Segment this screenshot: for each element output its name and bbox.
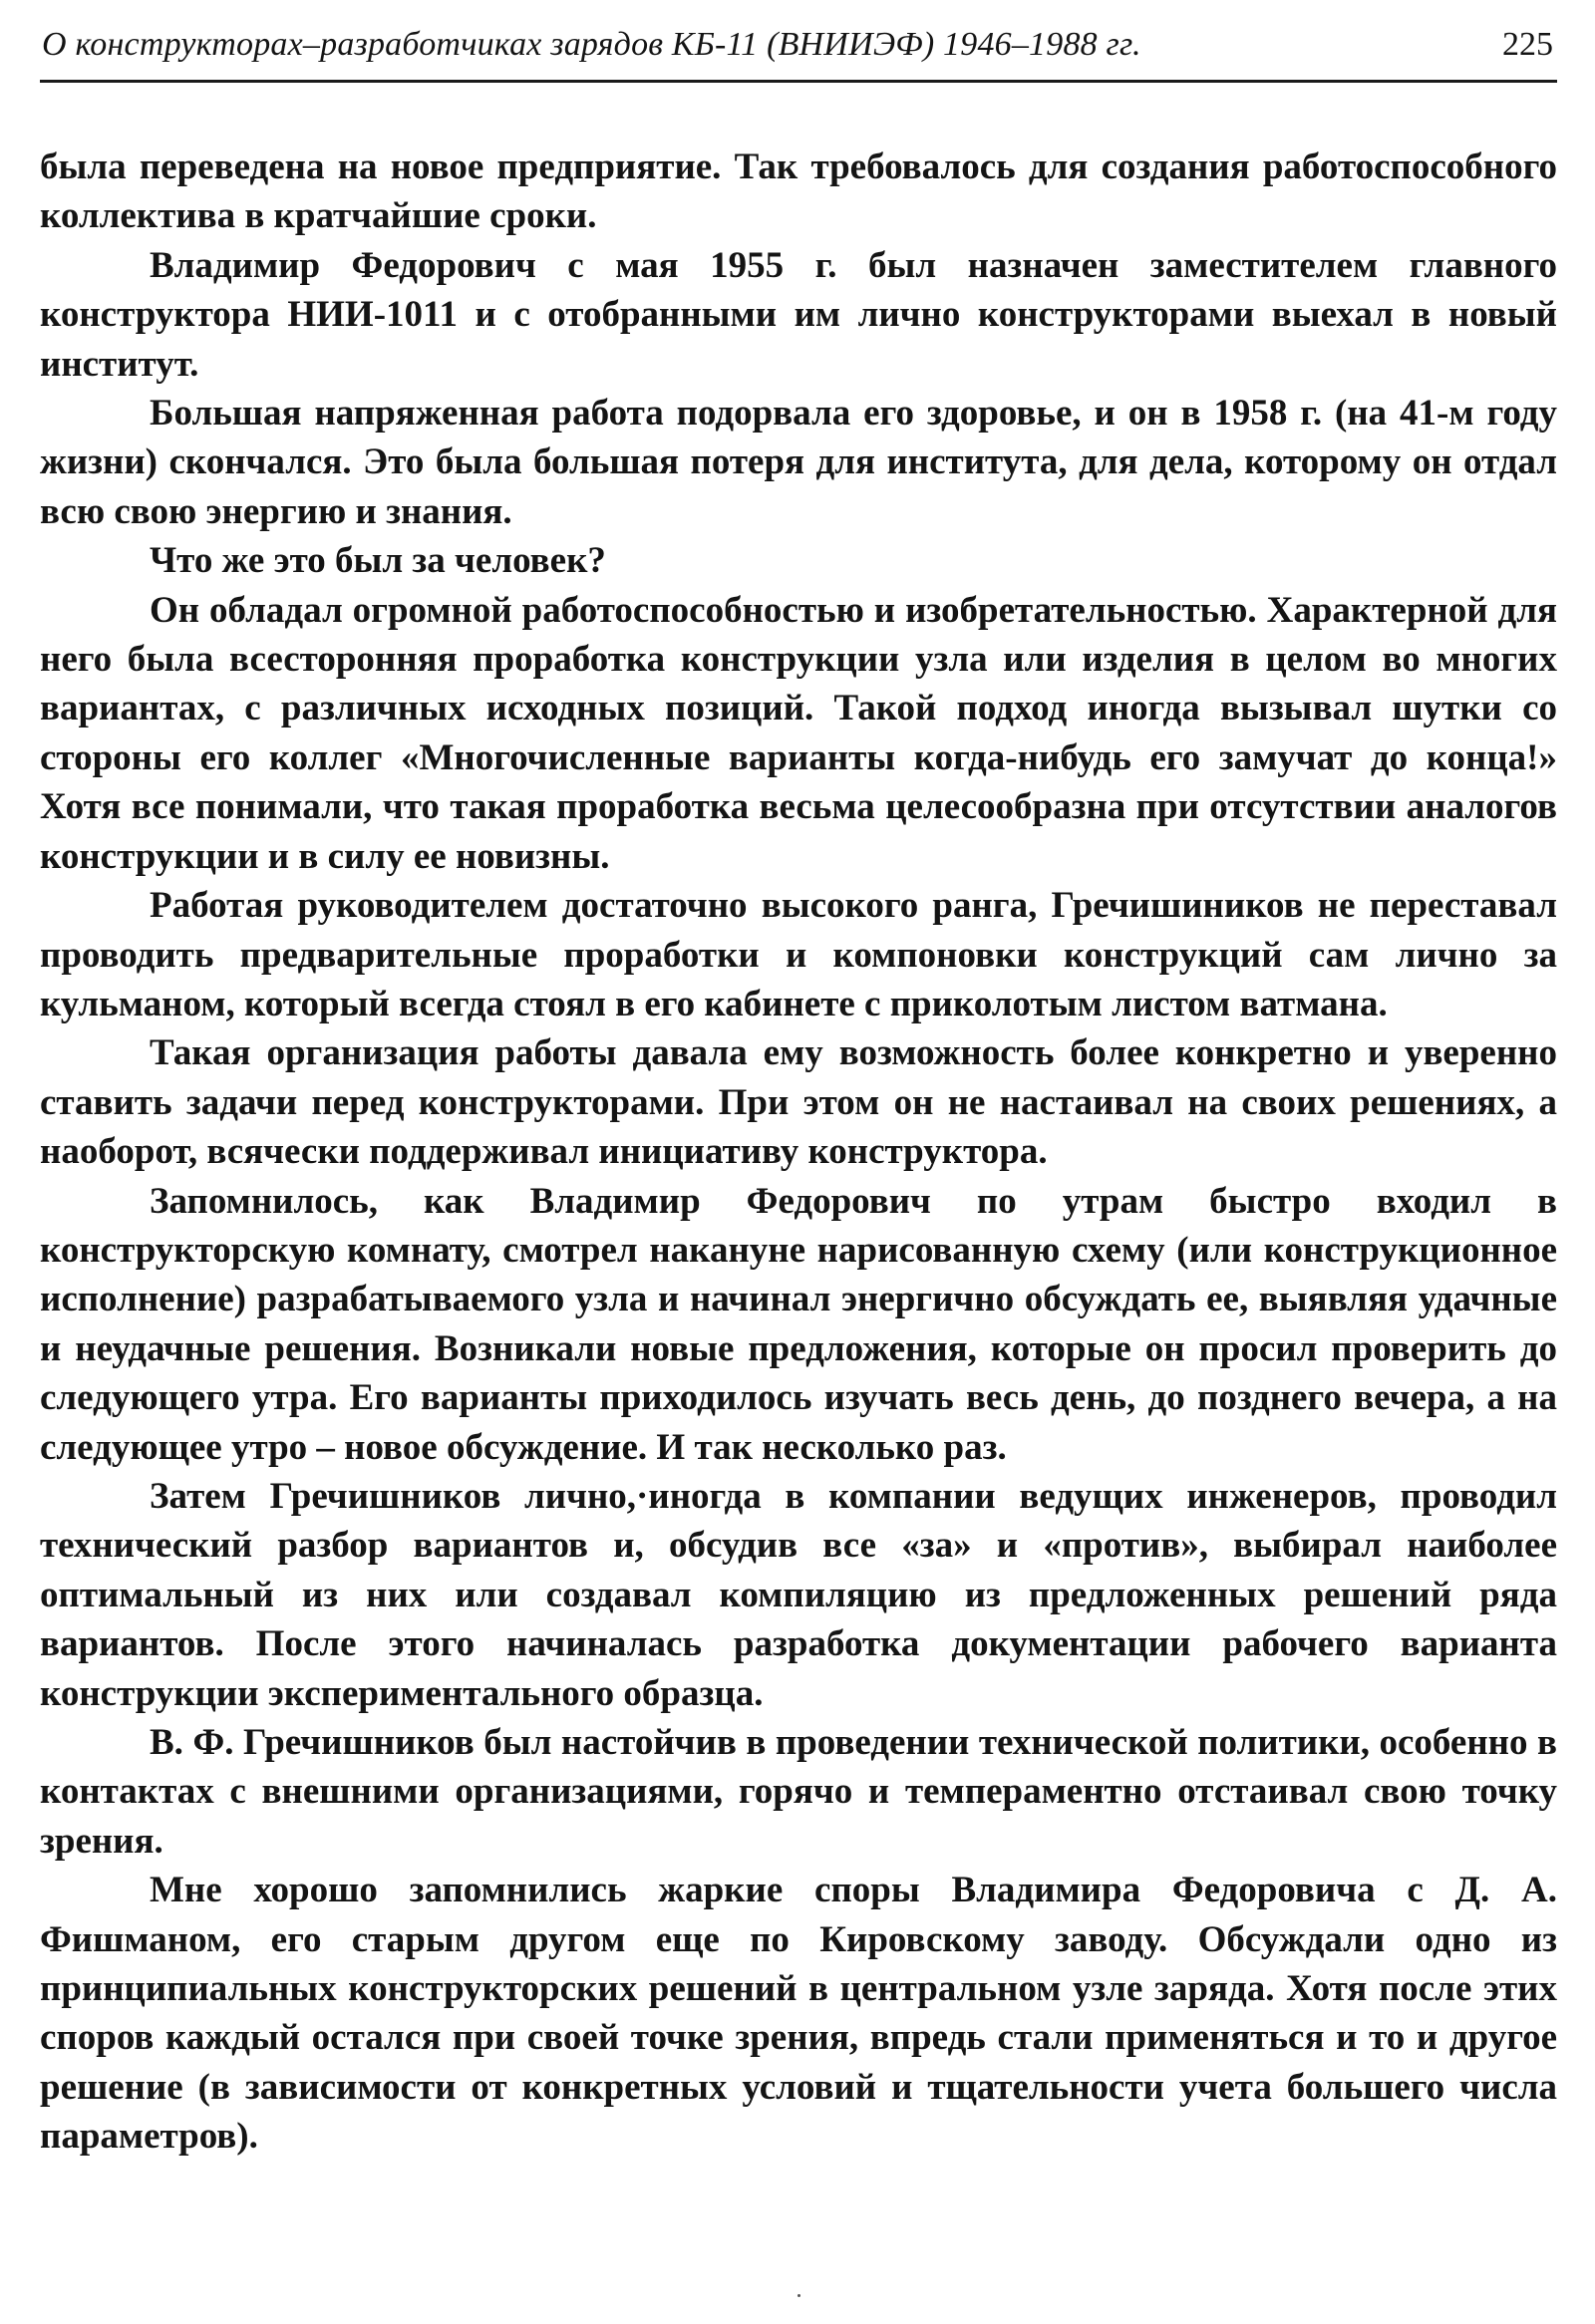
running-header — [40, 18, 1557, 83]
book-page — [40, 18, 1557, 2162]
paragraph: Он обладал огромной работоспособностью и изобретательностью. Характерной для него была всесторонняя проработка конструкции узла или изделия в целом во многих вариантах, с различных исходных позиций. Такой подход иногда вызывал шутки со стороны его коллег «Многочисленные варианты когда-нибудь его замучат до конца!» Хотя все понимали, что такая проработка весьма целесообразна при отсутствии аналогов конструкции и в силу ее новизны. — [40, 589, 1557, 877]
paragraph: Большая напряженная работа подорвала его здоровье, и он в 1958 г. (на 41-м году жизни) скончался. Это была большая потеря для института, для дела, которому он отдал всю свою энергию и знания. — [40, 393, 1557, 532]
paragraph: Мне хорошо запомнились жаркие споры Владимира Федоровича с Д. А. Фишманом, его старым другом еще по Кировскому заводу. Обсуждали одно из принципиальных конструкторских решений в центральном узле заряда. Хотя после этих споров каждый остался при своей точке зрения, впредь стали применяться и то и другое решение (в зависимости от конкретных условий и тщательности учета большего числа параметров). — [40, 1870, 1557, 2158]
paragraph: Затем Гречишников лично,·иногда в компании ведущих инженеров, проводил технический разбор вариантов и, обсудив все «за» и «против», выбирал наиболее оптимальный из них или создавал компиляцию из предложенных решений ряда вариантов. После этого начиналась разработка документации рабочего варианта конструкции экспериментального образца. — [40, 1475, 1557, 1714]
paragraph-continuation: была переведена на новое предприятие. Так требовалось для создания работоспособного коллектива в кратчайшие сроки. — [40, 146, 1557, 237]
body-text — [40, 143, 1557, 2162]
page-number: 225 — [1502, 26, 1553, 63]
paragraph: В. Ф. Гречишников был настойчив в проведении технической политики, особенно в контактах с внешними организациями, горячо и темпераментно отстаивал свою точку зрения. — [40, 1722, 1557, 1862]
scan-speck — [798, 2294, 800, 2297]
paragraph: Владимир Федорович с мая 1955 г. был назначен заместителем главного конструктора НИИ-1011 и с отобранными им лично конструкторами выехал в новый институт. — [40, 244, 1557, 385]
paragraph: Такая организация работы давала ему возможность более конкретно и уверенно ставить задачи перед конструкторами. При этом он не настаивал на своих решениях, а наоборот, всячески поддерживал инициативу конструктора. — [40, 1032, 1557, 1173]
paragraph: Запомнилось, как Владимир Федорович по утрам быстро входил в конструкторскую комнату, смотрел накануне нарисованную схему (или конструкционное исполнение) разрабатываемого узла и начинал энергично обсуждать ее, выявляя удачные и неудачные решения. Возникали новые предложения, которые он просил проверить до следующего утра. Его варианты приходилось изучать весь день, до позднего вечера, а на следующее утро – новое обсуждение. И так несколько раз. — [40, 1180, 1557, 1468]
paragraph: Работая руководителем достаточно высокого ранга, Гречишиников не переставал проводить предварительные проработки и компоновки конструкций сам лично за кульманом, который всегда стоял в его кабинете с приколотым листом ватмана. — [40, 885, 1557, 1024]
running-title: О конструкторах–разработчиках зарядов КБ-11 (ВНИИЭФ) 1946–1988 гг. — [42, 26, 1141, 63]
paragraph: Что же это был за человек? — [150, 540, 606, 582]
